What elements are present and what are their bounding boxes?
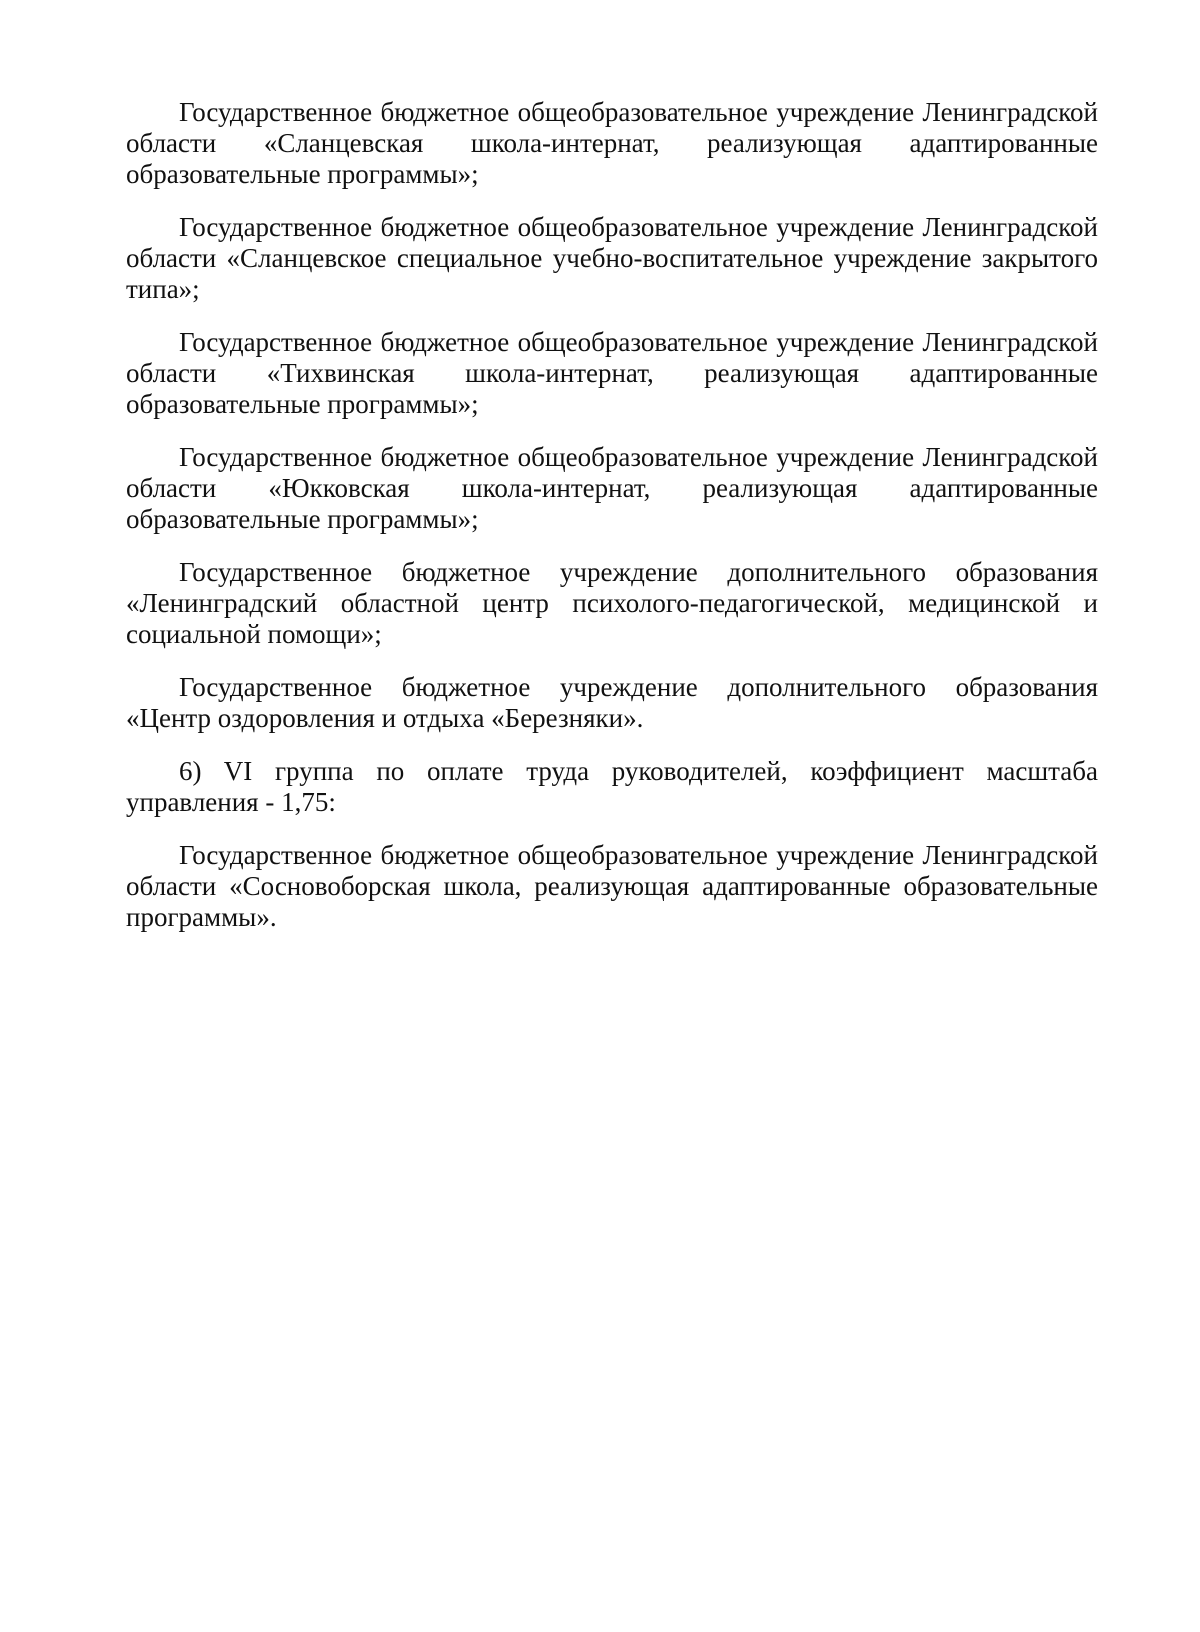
paragraph-sosnovy-bor-school: Государственное бюджетное общеобразовательное учреждение Ленинградской области «Сосновоборская школа, реализующая адаптированные образовательные программы». [126,840,1098,932]
paragraph-berezniaki-center: Государственное бюджетное учреждение дополнительного образования «Центр оздоровления и отдыха «Березняки». [126,672,1098,733]
paragraph-slantsy-special-institution: Государственное бюджетное общеобразовательное учреждение Ленинградской области «Сланцевское специальное учебно-воспитательное учреждение закрытого типа»; [126,212,1098,304]
paragraph-psych-ped-center: Государственное бюджетное учреждение дополнительного образования «Ленинградский областной центр психолого-педагогической, медицинской и социальной помощи»; [126,557,1098,649]
document-body [126,97,1098,955]
paragraph-yukki-boarding-school: Государственное бюджетное общеобразовательное учреждение Ленинградской области «Юкковская школа-интернат, реализующая адаптированные образовательные программы»; [126,442,1098,534]
paragraph-slantsy-boarding-school: Государственное бюджетное общеобразовательное учреждение Ленинградской области «Сланцевская школа-интернат, реализующая адаптированные образовательные программы»; [126,97,1098,189]
paragraph-tikhvin-boarding-school: Государственное бюджетное общеобразовательное учреждение Ленинградской области «Тихвинская школа-интернат, реализующая адаптированные образовательные программы»; [126,327,1098,419]
paragraph-group-vi-heading: 6) VI группа по оплате труда руководителей, коэффициент масштаба управления - 1,75: [126,756,1098,817]
